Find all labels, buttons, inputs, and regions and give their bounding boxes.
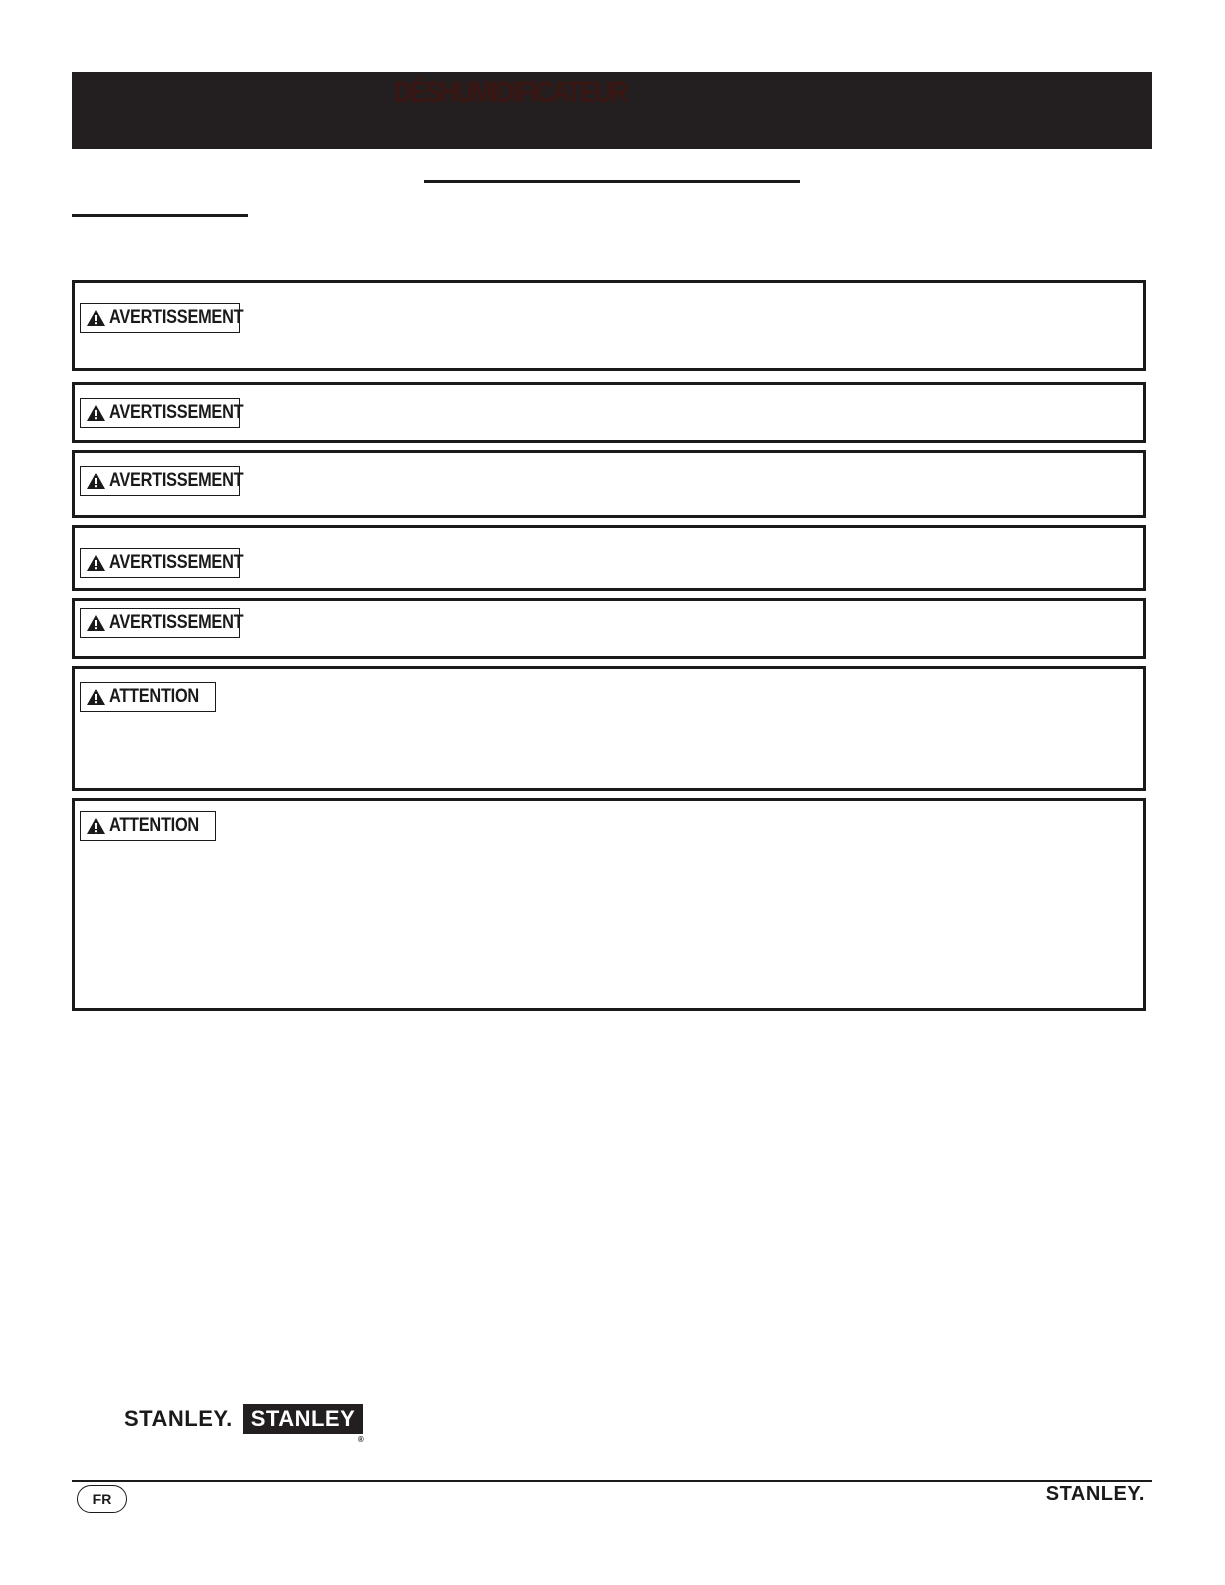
warning-triangle-icon (86, 309, 106, 327)
warning-box-1 (72, 280, 1146, 371)
warning-triangle-icon (86, 688, 106, 706)
footer-divider (72, 1480, 1152, 1482)
warning-triangle-icon (86, 614, 106, 632)
caution-label (80, 682, 216, 712)
warning-label-text: AVERTISSEMENT (109, 552, 244, 573)
warning-box-4 (72, 525, 1146, 591)
warning-label-text: AVERTISSEMENT (109, 402, 244, 423)
footer-stanley-logo: STANLEY. (1045, 1483, 1145, 1505)
section-underline (72, 214, 248, 217)
brand-logos (124, 1404, 365, 1444)
warning-triangle-icon (86, 404, 106, 422)
warning-label (80, 303, 244, 333)
warning-label (80, 398, 244, 428)
warning-label (80, 548, 244, 578)
warning-label-text: AVERTISSEMENT (109, 612, 244, 633)
registered-mark: ® (357, 1435, 365, 1444)
warning-triangle-icon (86, 817, 106, 835)
warning-label (80, 466, 244, 496)
warning-box-5 (72, 598, 1146, 659)
caution-label (80, 811, 216, 841)
warning-label-text: AVERTISSEMENT (109, 470, 244, 491)
language-badge: FR (77, 1485, 127, 1513)
caution-label-text: ATTENTION (109, 686, 199, 707)
header-bar (72, 72, 1152, 149)
warning-box-3 (72, 450, 1146, 518)
stanley-logo-plain: STANLEY. (124, 1406, 233, 1431)
stanley-logo-boxed-text: STANLEY (250, 1406, 356, 1431)
page-title: DÉSHUMIDIFICATEUR (394, 76, 627, 109)
caution-box-2 (72, 798, 1146, 1011)
warning-label (80, 608, 244, 638)
caution-label-text: ATTENTION (109, 815, 199, 836)
caution-box-1 (72, 666, 1146, 791)
warning-label-text: AVERTISSEMENT (109, 307, 244, 328)
title-underline (424, 180, 800, 183)
warning-triangle-icon (86, 554, 106, 572)
warning-box-2 (72, 382, 1146, 443)
stanley-logo-boxed (243, 1404, 365, 1444)
warning-triangle-icon (86, 472, 106, 490)
